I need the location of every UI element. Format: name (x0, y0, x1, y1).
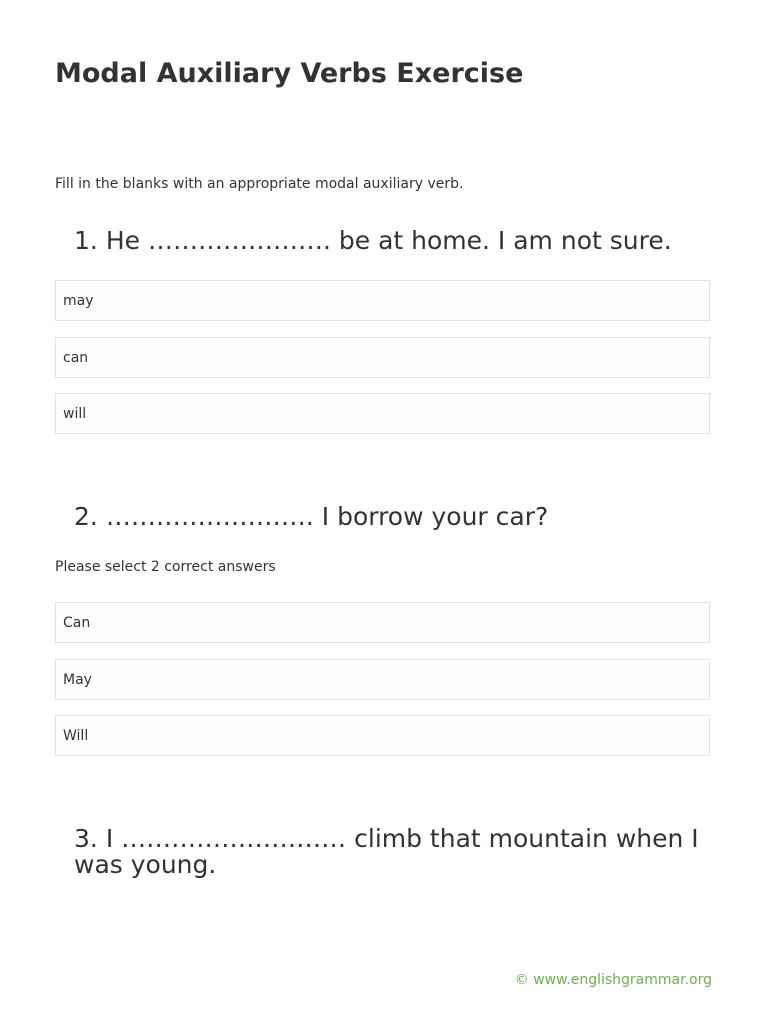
question-number: 3. (74, 824, 98, 853)
option-may[interactable] (55, 659, 710, 700)
option-label: Will (63, 728, 89, 744)
question-number: 2. (74, 502, 98, 531)
option-label: may (63, 293, 94, 309)
select-hint: Please select 2 correct answers (55, 559, 276, 575)
option-label: Can (63, 615, 91, 631)
option-label: will (63, 406, 87, 422)
footer-link[interactable]: © www.englishgrammar.org (514, 972, 712, 988)
option-may[interactable] (55, 280, 710, 321)
question-text: ……………………. I borrow your car? (105, 502, 549, 531)
question-number: 1. (74, 226, 98, 255)
question-text: I ……………………… climb that mountain when I was young. (74, 824, 699, 879)
question-3 (74, 826, 704, 878)
option-can[interactable] (55, 602, 710, 643)
option-can[interactable] (55, 337, 710, 378)
option-will[interactable] (55, 715, 710, 756)
question-text: He …………………. be at home. I am not sure. (105, 226, 672, 255)
option-will[interactable] (55, 393, 710, 434)
page-title: Modal Auxiliary Verbs Exercise (55, 58, 524, 89)
question-2 (74, 504, 704, 530)
option-label: can (63, 350, 89, 366)
question-1 (74, 228, 704, 254)
option-label: May (63, 672, 92, 688)
instructions: Fill in the blanks with an appropriate modal auxiliary verb. (55, 176, 464, 192)
